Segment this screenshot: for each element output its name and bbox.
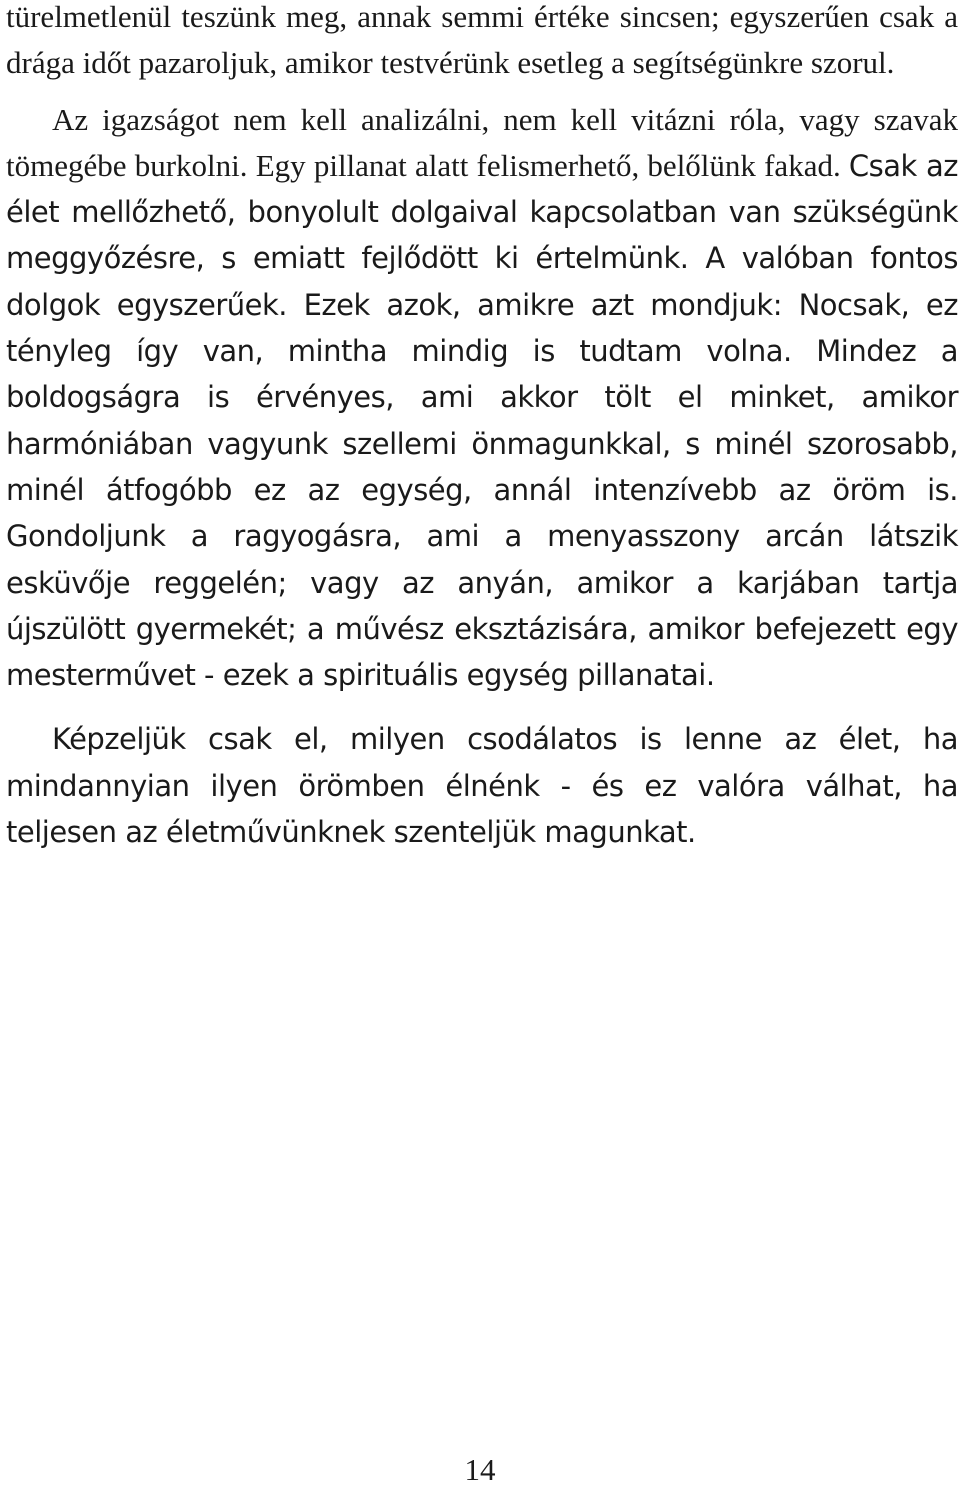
- paragraph-truth-part-b: Csak az élet mellőzhető, bonyolult dolgaival kapcsolatban van szükségünk meggyőzésre, s emiatt fejlődött ki értelmünk. A valóban fontos dolgok egyszerűek. Ezek azok, amikre azt mondjuk: Nocsak, ez tényleg így van, mintha mindig is tudtam volna. Mindez a boldogságra is érvényes, ami akkor tölt el minket, amikor harmóniában vagyunk szellemi önmagunkkal, s minél szorosabb, minél átfogóbb ez az egység, annál intenzívebb az öröm is. Gondoljunk a ragyogásra, ami a menyasszony arcán látszik esküvője reggelén; vagy az anyán, amikor a karjában tartja újszülött gyermekét; a művész eksztázisára, amikor befejezett egy mesterművet - ezek a spirituális egység pillanatai.: [6, 148, 959, 693]
- paragraph-truth: [6, 97, 958, 699]
- document-page: [6, 0, 958, 855]
- paragraph-truth-part-a: Az igazságot nem kell analizálni, nem kell vitázni róla, vagy szavak tömegébe burkolni. Egy pillanat alatt felismerhető, belőlünk fakad.: [6, 101, 958, 183]
- page-number: 14: [464, 1452, 496, 1487]
- paragraph-imagine: Képzeljük csak el, milyen csodálatos is lenne az élet, ha mindannyian ilyen örömben élnénk - és ez valóra válhat, ha teljesen az életművünknek szenteljük magunkat.: [6, 722, 958, 850]
- paragraph-continuation: türelmetlenül teszünk meg, annak semmi értéke sincsen; egyszerűen csak a drága időt pazaroljuk, amikor testvérünk esetleg a segítségünkre szorul.: [6, 0, 958, 81]
